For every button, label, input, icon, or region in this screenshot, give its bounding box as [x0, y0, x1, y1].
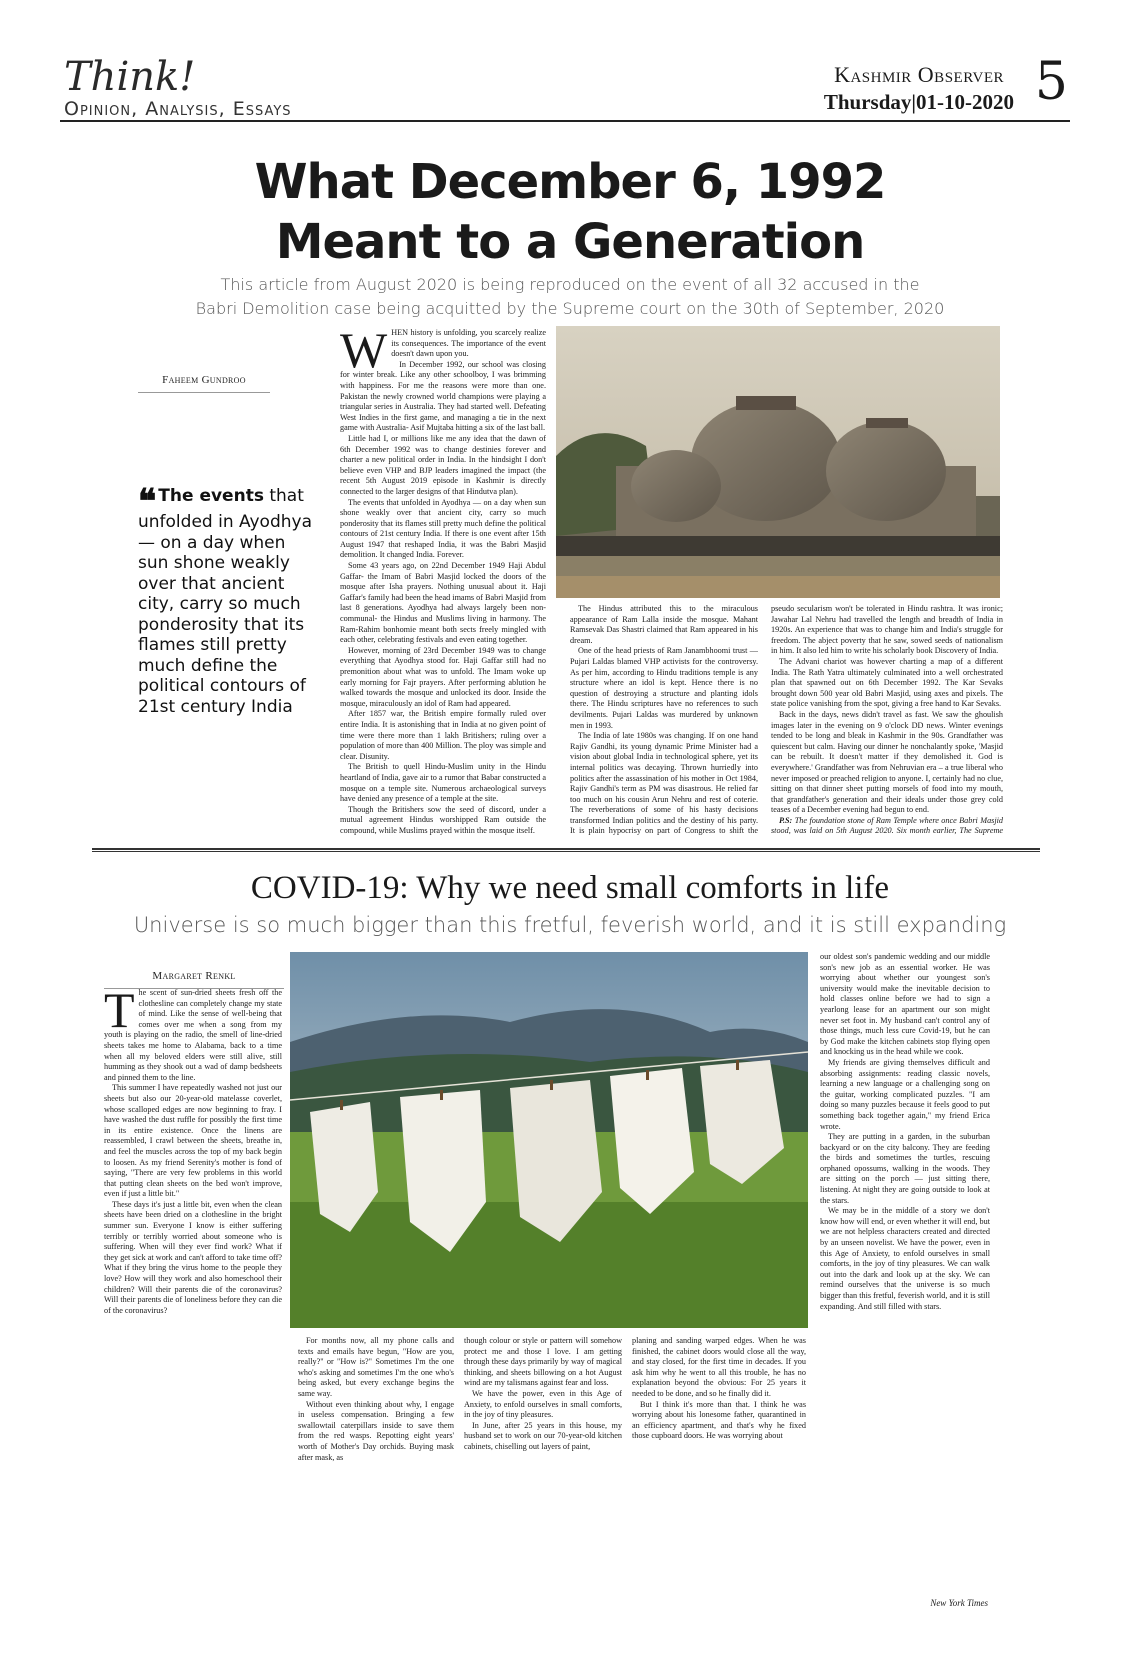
paragraph: My friends are giving themselves difficult and absorbing assignments: reading classic novels, learning a new language or a challenging song on the guitar, working complicated puzzles. "I am doing so many puzzles because it feels good to put something back together again," my friend Erica wrote.	[820, 1057, 990, 1131]
paragraph: The British to quell Hindu-Muslim unity in the Hindu heartland of India, gave air to a rumor that Babar constructed a mosque on a temple site. Numerous archaeological surveys have denied any presence of a temple at the site.	[340, 762, 546, 804]
paragraph: In December 1992, our school was closing for winter break. Like any other schoolboy, I was brimming with happiness. For me the reasons were more than one. Pakistan the newly crowned world champions were playing a triangular series in Australia. They had started well. Defeating West Indies in the first game, and managing a tie in the next game with Australia- Asif Mujtaba hitting a six of the last ball.	[340, 359, 546, 433]
article2-column-1	[104, 988, 282, 1588]
article1-standfirst	[0, 273, 1140, 321]
paragraph: These days it's just a little bit, even when the clean sheets have been dried on a clothesline in the bright summer sun. Everyone I know is either suffering terribly or terribly worried about someone who is suffering. When will they ever find work? What if they get sick at work and can't afford to take time off? What if they bring the virus home to the people they love? How will they work and also homeschool their children? Will their parents die of the coronavirus? Will their parents die of loneliness before they can die of the coronavirus?	[104, 1199, 282, 1315]
paragraph: We may be in the middle of a story we don't know how will end, or even whether it will end, but we are not helpless characters created and directed by an unseen novelist. We have the power, even in this Age of Anxiety, to enfold ourselves in small comforts, in the joy of tiny pleasures. We can walk out into the dark and look up at the sky. We can remind ourselves that the universe is so much bigger than this fretful, feverish world, and it is still expanding. And still filled with stars.	[820, 1206, 990, 1311]
paragraph: Without even thinking about why, I engage in useless compensation. Bringing a few swallowtail caterpillars inside to save them from the red wasps. Repotting eight years' worth of Mother's Day orchids. Buying mask after mask, as	[298, 1399, 454, 1462]
paragraph: The Advani chariot was however charting a map of a different India. The Rath Yatra ultimately culminated into a well orchestrated plan that spawned out on 6th December 1992. The Kar Sevaks brought down 500 year old Babri Masjid, using axes and pixels. The state police vanishing from the spot, giving a free hand to Kar Sevaks.	[771, 656, 1003, 709]
standfirst-line-2: Babri Demolition case being acquitted by the Supreme court on the 30th of September, 2020	[195, 299, 945, 318]
postscript	[771, 816, 1003, 838]
article2-credit: New York Times	[930, 1598, 988, 1608]
drop-cap: W	[340, 328, 388, 378]
standfirst-line-1: This article from August 2020 is being reproduced on the event of all 32 accused in the	[220, 275, 920, 294]
drop-cap: T	[104, 988, 135, 1038]
paragraph: Some 43 years ago, on 22nd December 1949 Haji Abdul Gaffar- the Imam of Babri Masjid locked the doors of the mosque after Isha prayers. Nothing unusual about it. Haji Gaffar's family had been the head imams of Babri Masjid from last 8 generations. Ayodhya had always largely been non-communal- the Hindus and Muslims living in harmony. The Ram-Rahim bonhomie meant both sects freely mingled with each other, celebrating festivals and even eating together.	[340, 561, 546, 645]
article2-byline: Margaret Renkl	[152, 970, 236, 982]
paragraph: The Hindus attributed this to the miraculous appearance of Ram Lalla inside the mosque. Mahant Ramsevak Das Shastri claimed that Ram appeared in his dream.	[570, 604, 758, 645]
paragraph: After 1857 war, the British empire formally ruled over entire India. It is astonishing that in India at no given point of time were there more than 1 lakh Britishers; ruling over a population of more than 400 Million. The ploy was simple and clear. Disunity.	[340, 709, 546, 761]
paragraph: HEN history is unfolding, you scarcely realize its consequences. The importance of the event doesn't dawn upon you.	[391, 328, 546, 359]
paragraph: Back in the days, news didn't travel as fast. We saw the ghoulish images later in the evening on 9 o'clock DD news. Winter evenings tended to be long and bleak in Kashmir in the 90s. Grandfather was quiescent but calm. Having our dinner he nonchalantly spoke, 'Masjid can be rebuilt. It doesn't matter if they demolished it. God is everywhere.' Grandfather was from Nehruvian era – a true liberal who never imposed or preached religion to anyone. I, certainly had no clue, sitting on that dinner sheet putting morsels of food into my mouth, that grandfather's generation and their ideals under those grey cold teases of a December evening had begun to end.	[771, 709, 1003, 815]
issue-date: Thursday|01-10-2020	[823, 90, 1014, 114]
paragraph	[340, 837, 546, 839]
article1-column-2	[570, 604, 758, 838]
ps-text: The foundation stone of Ram Temple where once Babri Masjid stood, was laid on 5th August 2020. Six month earlier, The Supreme	[771, 815, 1003, 836]
article1-pullquote	[138, 482, 318, 717]
paragraph: The events that unfolded in Ayodhya — on a day when sun shone weakly over that ancient city, carry so much ponderosity that its flames still pretty much define the political contours of 21st century India. If there is one event after 15th August 1947 that reshaped India, it was the Babri Masjid demolition. It changed India. Forever.	[340, 497, 546, 560]
article2-standfirst: Universe is so much bigger than this fretful, feverish world, and it is still expanding	[133, 913, 1007, 937]
paragraph: In June, after 25 years in this house, my husband set to work on our 70-year-old kitchen cabinets, chiselling out layers of paint,	[464, 1420, 622, 1451]
section-divider	[92, 848, 1040, 852]
paragraph: he scent of sun-dried sheets fresh off the clothesline can completely change my state of mind. Like the sense of well-being that comes over me when a song from my youth is playing on the radio, the smell of line-dried sheets takes me home to Alabama, back to a time when all my beloved elders were still alive, still humming as they shook out a wad of damp bedsheets and pinned them to the line.	[104, 988, 282, 1082]
pullquote-first: The events	[158, 486, 264, 506]
section-title: Think!	[64, 54, 196, 100]
paragraph: One of the head priests of Ram Janambhoomi trust — Pujari Laldas blamed VHP activists for the controversy. As per him, according to Hindu traditions temple is any structure where an idol is kept. Hence there is no question of destroying a structure and planting idols there. The Hindu scriptures have no references to such devilments. Pujari Laldas was murdered by unknown men in 1993.	[570, 646, 758, 730]
babri-masjid-photo	[556, 326, 1000, 598]
paragraph: planing and sanding warped edges. When he was finished, the cabinet doors would close all the way, and stay closed, for the first time in decades. If you ask him why he went to all this trouble, he has no explanation beyond the obvious: For 25 years it needed to be done, and so he finally did it.	[632, 1336, 806, 1398]
pullquote-text: that unfolded in Ayodhya — on a day when sun shone weakly over that ancient city, carry so much ponderosity that its flames still pretty much define the political contours of 21st century India	[138, 486, 312, 717]
article1-column-1	[340, 328, 546, 838]
paragraph: For months now, all my phone calls and texts and emails have begun, "How are you, really?" or "How is?" Sometimes I'm the one who's asking and sometimes I'm the one who's being asked, but every exchange begins the same way.	[298, 1336, 454, 1398]
paragraph: Little had I, or millions like me any idea that the dawn of 6th December 1992 was to change destinies forever and charter a new political order in India. In the hindsight I don't believe even VHP and BJP leaders imagined the impact (the recent 5th August 2019 episode in Kashmir is directly connected to the larger designs of that Hindutva plan).	[340, 433, 546, 496]
article2-headline: COVID-19: Why we need small comforts in life	[250, 870, 890, 906]
article1-byline-block	[138, 374, 270, 393]
headline-line-1: What December 6, 1992	[254, 154, 886, 210]
quote-mark-icon: ❝	[138, 482, 157, 522]
article2-column-4	[632, 1336, 806, 1588]
paragraph: They are putting in a garden, in the suburban backyard or on the city balcony. They are feeding the birds and sometimes the turtles, rescuing orphaned opossums, walking in the woods. They are sitting on the porch — just sitting there, listening. At night they are going outside to look at the stars.	[820, 1132, 990, 1205]
paragraph: However, morning of 23rd December 1949 was to change everything that Ayodhya stood for. Haji Gaffar still had no premonition about what was to unfold. The Imam woke up early morning for Fajr prayers. After performing ablution he walked towards the mosque and unlocked its door. Inside the mosque, miraculously an idol of Ram had appeared.	[340, 645, 546, 708]
page-number: 5	[1034, 52, 1068, 112]
ps-label: P.S:	[779, 815, 793, 825]
section-subtitle: Opinion, Analysis, Essays	[64, 98, 292, 120]
paragraph: But I think it's more than that. I think he was worrying about his lonesome father, quarantined in an efficiency apartment, and that's why he fixed those cupboard doors. He was worrying about	[632, 1399, 806, 1441]
article1-byline: Faheem Gundroo	[162, 374, 246, 386]
byline-rule	[138, 392, 270, 393]
masthead	[60, 50, 1070, 122]
article2-column-3	[464, 1336, 622, 1588]
paragraph: This summer I have repeatedly washed not just our sheets but also our 20-year-old matelasse coverlet, whose scalloped edges are now beginning to fray. I have washed the dust ruffle for possibly the first time in its entire existence. Once the linens are reassembled, I crawl between the sheets, breathe in, and feel the muscles across the top of my back begin to loosen. As my friend Serenity's mother is fond of saying, "There are very few problems in this world that putting clean sheets on the bed won't improve, even if just a little bit."	[104, 1083, 282, 1199]
paper-name: Kashmir Observer	[834, 62, 1004, 87]
article1-headline	[0, 152, 1140, 272]
clothesline-photo	[290, 952, 808, 1328]
article2-column-5	[820, 952, 990, 1592]
paragraph: Though the Britishers sow the seed of discord, under a mutual agreement Hindus worshipped Ram outside the compound, while Muslims prayed within the mosque itself.	[340, 804, 546, 835]
article2-column-2	[298, 1336, 454, 1588]
paragraph: our oldest son's pandemic wedding and our middle son's new job as an essential worker. He was worrying about whether our youngest son's university would make the inevitable decision to hold classes online before we had to sign a yearlong lease for an apartment our son might never set foot in. My husband can't control any of those things, much less cure Covid-19, but he can by God make the kitchen cabinets stop flying open and knocking us in the head while we cook.	[820, 952, 990, 1057]
paragraph: pseudo secularism won't be tolerated in Hindu rashtra. It was ironic; Jawahar Lal Nehru had travelled the length and breadth of India in 1920s. An experience that was to change him and India's struggle for freedom. The abject poverty that he saw, sowed seeds of nationalism in him. It also led him to write his scholarly book Discovery of India.	[771, 604, 1003, 656]
paragraph: The India of late 1980s was changing. If on one hand Rajiv Gandhi, its young dynamic Prime Minister had a vision about global India in technological sphere, yet its internal politics was decaying. Thrown hurriedly into politics after the assassination of his mother in Oct 1984, Rajiv Gandhi's term as PM was disastrous. He relied far too much on his cousin Arun Nehru and rest of coterie. The reverberations of some of his hasty decisions transformed Indian politics and the destiny of his party. It is plain hypocrisy on part of Congress to shift the	[570, 731, 758, 836]
article2-byline-block	[104, 970, 284, 989]
article1-column-3	[771, 604, 1003, 838]
headline-line-2: Meant to a Generation	[275, 214, 865, 270]
paragraph: though colour or style or pattern will somehow protect me and those I love. I am getting through these days primarily by way of magical thinking, and sheets billowing on a hot August wind are my talismans against fear and loss.	[464, 1336, 622, 1388]
paragraph: We have the power, even in this Age of Anxiety, to enfold ourselves in small comforts, in the joy of tiny pleasures.	[464, 1388, 622, 1420]
